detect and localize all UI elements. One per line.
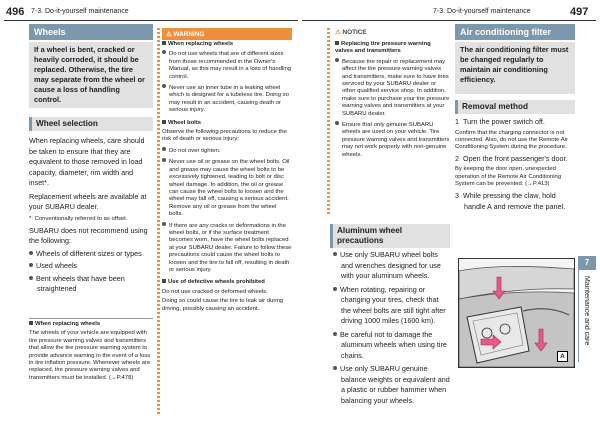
bullet-icon: [335, 58, 339, 62]
wheel-selection-p2: Replacement wheels are available at your SUBARU dealer.: [29, 191, 147, 211]
warning-s1-title: When replacing wheels: [162, 41, 292, 48]
wheel-selection-heading: Wheel selection: [29, 117, 153, 131]
warning-triangle-icon: ⚠: [166, 31, 172, 38]
tpms-note: [29, 321, 153, 382]
left-page-number: 496: [6, 6, 25, 18]
step-3: 3 While pressing the claw, hold handle A and remove the panel.: [455, 191, 566, 211]
ac-filter-heading: Air conditioning filter: [455, 24, 575, 40]
callout-marker-a: A: [557, 351, 568, 362]
list-item: Be careful not to damage the aluminum wheels when using tire chains.: [333, 330, 450, 362]
notice-label: ⚠ NOTICE: [335, 29, 367, 36]
offset-footnote: *: Conventionally referred to as offset.: [29, 215, 128, 222]
step-2: 2 Open the front passenger's door.: [455, 153, 568, 163]
list-item: Do not over tighten.: [162, 147, 292, 155]
wheels-intro-box: If a wheel is bent, cracked or heavily corroded, it should be replaced. Otherwise, the tire may separate from the wheel or cause a loss of handling control.: [29, 42, 153, 108]
notice-s1-title: Replacing tire pressure warning valves and transmitters: [335, 41, 431, 55]
left-header-rule: [4, 20, 298, 21]
right-running-head: 7-3. Do-it-yourself maintenance: [433, 8, 531, 15]
right-header-rule: [302, 20, 596, 21]
list-item: When rotating, repairing or changing your tires, check that the wheel bolts are still tight after driving 1000 miles (1600 km).: [333, 285, 450, 327]
chapter-tab-label: Maintenance and care: [583, 276, 590, 346]
wheel-selection-p1: When replacing wheels, care should be taken to ensure that they are equivalent to those removed in load capacity, diameter, rim width and inset*.: [29, 136, 145, 187]
step-number: 2: [455, 153, 459, 163]
bullet-icon: [335, 121, 339, 125]
bullet-icon: [333, 332, 337, 336]
list-item: Do not use wheels that are of different sizes from those recommended in the Owner's Manual, as this may result in a loss of handling control.: [162, 50, 292, 81]
list-item: Bent wheels that have been straightened: [29, 274, 153, 295]
left-running-head: 7-3. Do-it-yourself maintenance: [31, 8, 129, 15]
warning-s3-title: Use of defective wheels prohibited: [162, 279, 292, 286]
list-item: Used wheels: [29, 261, 153, 272]
bullet-icon: [162, 158, 166, 162]
square-bullet-icon: [162, 41, 166, 45]
bullet-icon: [162, 50, 166, 54]
bullet-icon: [29, 263, 33, 267]
bullet-icon: [333, 287, 337, 291]
square-bullet-icon: [335, 41, 339, 45]
bullet-icon: [29, 276, 33, 280]
warning-s2-title: Wheel bolts: [162, 120, 292, 127]
square-bullet-icon: [162, 279, 166, 283]
notice-stripe: [327, 28, 330, 214]
warning-stripe: [157, 28, 160, 414]
aluminum-heading: Aluminum wheel precautions: [330, 224, 450, 248]
wheel-selection-p3: SUBARU does not recommend using the following:: [29, 225, 148, 246]
right-page-number: 497: [570, 6, 589, 18]
bullet-icon: [162, 147, 166, 151]
divider: [29, 318, 153, 319]
wheels-heading: Wheels: [29, 24, 153, 40]
tpms-note-title: When replacing wheels: [29, 321, 153, 328]
step-number: 1: [455, 117, 459, 126]
square-bullet-icon: [162, 120, 166, 124]
list-item: Use only SUBARU wheel bolts and wrenches designed for use with your aluminum wheels.: [333, 250, 450, 282]
list-item: Ensure that only genuine SUBARU wheels are used on your vehicle. Tire pressure warning valves and transmitters may not work properly with non-genuine wheels.: [335, 121, 450, 159]
notice-body: [335, 41, 450, 159]
step-1: 1 Turn the power switch off.: [455, 117, 545, 126]
bullet-icon: [333, 252, 337, 256]
tpms-note-text: The wheels of your vehicle are equipped with tire pressure warning valves and transmitters that allow the tire pressure warning system to provide advance warning in the event of a loss in tire inflation pressure. Whenever wheels are replaced, tire pressure warning valves and transmitters must be installed. (→P.478): [29, 330, 151, 381]
list-item: Wheels of different sizes or types: [29, 249, 153, 260]
ac-filter-intro-box: The air conditioning filter must be changed regularly to maintain air conditioning efficiency.: [455, 42, 575, 94]
warning-body: [162, 41, 292, 313]
square-bullet-icon: [29, 321, 33, 325]
panel-removal-illustration: [458, 258, 575, 368]
removal-steps: [455, 117, 575, 212]
bullet-icon: [162, 222, 166, 226]
aluminum-body: [333, 250, 450, 406]
bullet-icon: [333, 366, 337, 370]
step-2-note: By keeping the door open, unexpected operation of the Remote Air Conditioning System can be prevented. (→P.413): [455, 166, 562, 188]
wheel-selection-body: [29, 136, 153, 295]
chapter-tab: [578, 270, 597, 362]
step-1-note: Confirm that the charging connector is not connected. Also, do not use the Remote Air Conditioning System during the procedure.: [455, 129, 568, 151]
list-item: Never use oil or grease on the wheel bolts. Oil and grease may cause the wheel bolts to be excessively tightened, leading to bolt or disc wheel damage. In addition, the oil or grease can cause the wheel bolts to loosen and the wheel may fall off, causing a serious accident. Remove any oil or grease from the wheel bolts.: [162, 158, 292, 218]
warning-s3-p1: Do not use cracked or deformed wheels.: [162, 288, 268, 295]
bullet-icon: [162, 84, 166, 88]
list-item: Use only SUBARU genuine balance weights or equivalent and a plastic or rubber hammer when balancing your wheels.: [333, 364, 450, 406]
notice-triangle-icon: ⚠: [335, 29, 341, 36]
list-item: Because tire repair or replacement may affect the tire pressure warning valves and transmitters, make sure to have tires serviced by your SUBARU dealer or other qualified service shop. In addition, make sure to purchase your tire pressure warning valves and transmitters at your SUBARU dealer.: [335, 58, 450, 118]
warning-s2-intro: Observe the following precautions to reduce the risk of death or serious injury:: [162, 129, 287, 143]
list-item: Never use an inner tube in a leaking wheel which is designed for a tubeless tire. Doing so may result in an accident, causing death or serious injury.: [162, 84, 292, 115]
step-number: 3: [455, 191, 459, 201]
chapter-tab-number: 7: [578, 256, 596, 270]
removal-method-heading: Removal method: [455, 100, 575, 114]
warning-s3-p2: Doing so could cause the tire to leak air during driving, possibly causing an accident.: [162, 298, 284, 312]
warning-label: ⚠ WARNING: [162, 28, 292, 40]
bullet-icon: [29, 251, 33, 255]
list-item: If there are any cracks or deformations in the wheel bolts, or if the surface treatment becomes worn, have the wheel bolts replaced at your SUBARU dealer. Failure to follow these precautions could cause the wheel bolts to loosen and the tire to fall off, resulting in death or serious injury.: [162, 222, 292, 275]
